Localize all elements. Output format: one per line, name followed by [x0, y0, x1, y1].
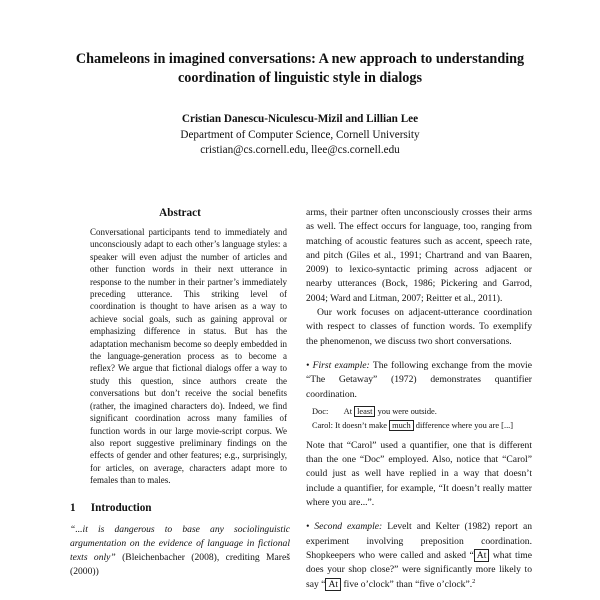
dialog-text: It doesn’t make	[335, 420, 387, 430]
highlighted-word: much	[389, 420, 414, 431]
author-names: Cristian Danescu-Niculescu-Mizil and Lillian Lee	[181, 113, 419, 125]
left-column	[70, 206, 290, 580]
right-column	[306, 206, 532, 592]
section-title: Introduction	[90, 501, 152, 514]
second-example-text: Levelt and Kelter (1982) report an experiment involving preposition coordination. Shopkeepers who were called and asked “	[306, 521, 533, 561]
author-emails: cristian@cs.cornell.edu, llee@cs.cornell.edu	[200, 144, 400, 156]
paragraph-continued: arms, their partner often unconsciously crosses their arms as well. The effect occurs for language, too, ranging from matching of acoustic features such as accent, speech rate, and pitch (Giles et al., 1991; Chartrand and van Baaren, 2009) to lexico-syntactic priming across adjacent or nearby utterances (Bock, 1986; Pickering and Garrod, 2004; Ward and Litman, 2007; Reitter et al., 2011).	[306, 207, 532, 304]
speaker-doc: Doc:	[312, 406, 329, 416]
highlighted-word: least	[354, 406, 375, 417]
section-heading-introduction	[70, 501, 290, 515]
title-line-1: Chameleons in imagined conversations: A new approach to understanding	[75, 51, 525, 67]
epigraph-citation: (Bleichenbacher (2008), crediting Mareš (2000))	[70, 552, 290, 578]
example-dialog	[312, 405, 532, 433]
abstract-text: Conversational participants tend to immediately and unconsciously adapt to each other’s language styles: a speaker will even adjust the number of articles and other function words in their next utterance in response to the number in their partner’s immediately preceding utterance. This striking level of coordination is thought to have arisen as a way to achieve social goals, such as gaining approval or emphasizing difference in status. But has the adaptation mechanism become so deeply embedded in the language-generation process as to become a reflex? We argue that fictional dialogs offer a way to study this question, since authors create the conversations but don’t receive the social benefits (rather, the imagined characters do). Indeed, we find significant coordination across many families of function words in our large movie-script corpus. We also report suggestive preliminary findings on the effects of gender and other features; e.g., surprisingly, for articles, on average, characters adapt more to females than to males.	[90, 227, 287, 486]
second-example-paragraph	[306, 520, 532, 591]
dialog-text: difference where you are [...]	[415, 420, 514, 430]
paragraph-note: Note that “Carol” used a quantifier, one that is different than the one “Doc” employed. Also, notice that “Carol” could just as well have replied in a way that doesn’t include a quantifier, for example, “It doesn’t really matter where you are...”.	[306, 439, 532, 509]
footnote-mark: 2	[472, 577, 476, 585]
second-example-label: • Second example:	[306, 521, 383, 533]
section-number: 1	[70, 501, 76, 514]
paragraph-focus: Our work focuses on adjacent-utterance coordination with respect to classes of function words. To exemplify the phenomenon, we discuss two short conversations.	[306, 307, 532, 347]
first-example-label: • First example:	[306, 359, 370, 371]
affiliation: Department of Computer Science, Cornell University	[180, 128, 420, 141]
highlighted-word: At	[325, 578, 341, 591]
dialog-line-carol	[312, 419, 532, 433]
dialog-text: you were outside.	[377, 406, 437, 416]
second-example-text: five o’clock” than “five o’clock”.	[343, 578, 473, 590]
abstract-heading: Abstract	[159, 207, 201, 219]
epigraph	[70, 523, 290, 580]
paper-title	[40, 50, 560, 88]
highlighted-word: At	[474, 549, 490, 562]
first-example-paragraph	[306, 359, 532, 402]
speaker-carol: Carol:	[312, 420, 333, 430]
first-example-text: The following exchange from the movie “The Getaway” (1972) demonstrates quantifier coordination.	[306, 359, 532, 400]
second-example-text: what time does your shop close?” were significantly more likely to say “	[306, 549, 532, 590]
dialog-line-doc	[312, 405, 532, 419]
title-line-2: coordination of linguistic style in dialogs	[178, 70, 422, 86]
author-block	[40, 112, 560, 159]
epigraph-quote: “...it is dangerous to base any sociolinguistic argumentation on the evidence of language in fictional texts only”	[70, 523, 290, 564]
dialog-text: At	[343, 406, 353, 416]
